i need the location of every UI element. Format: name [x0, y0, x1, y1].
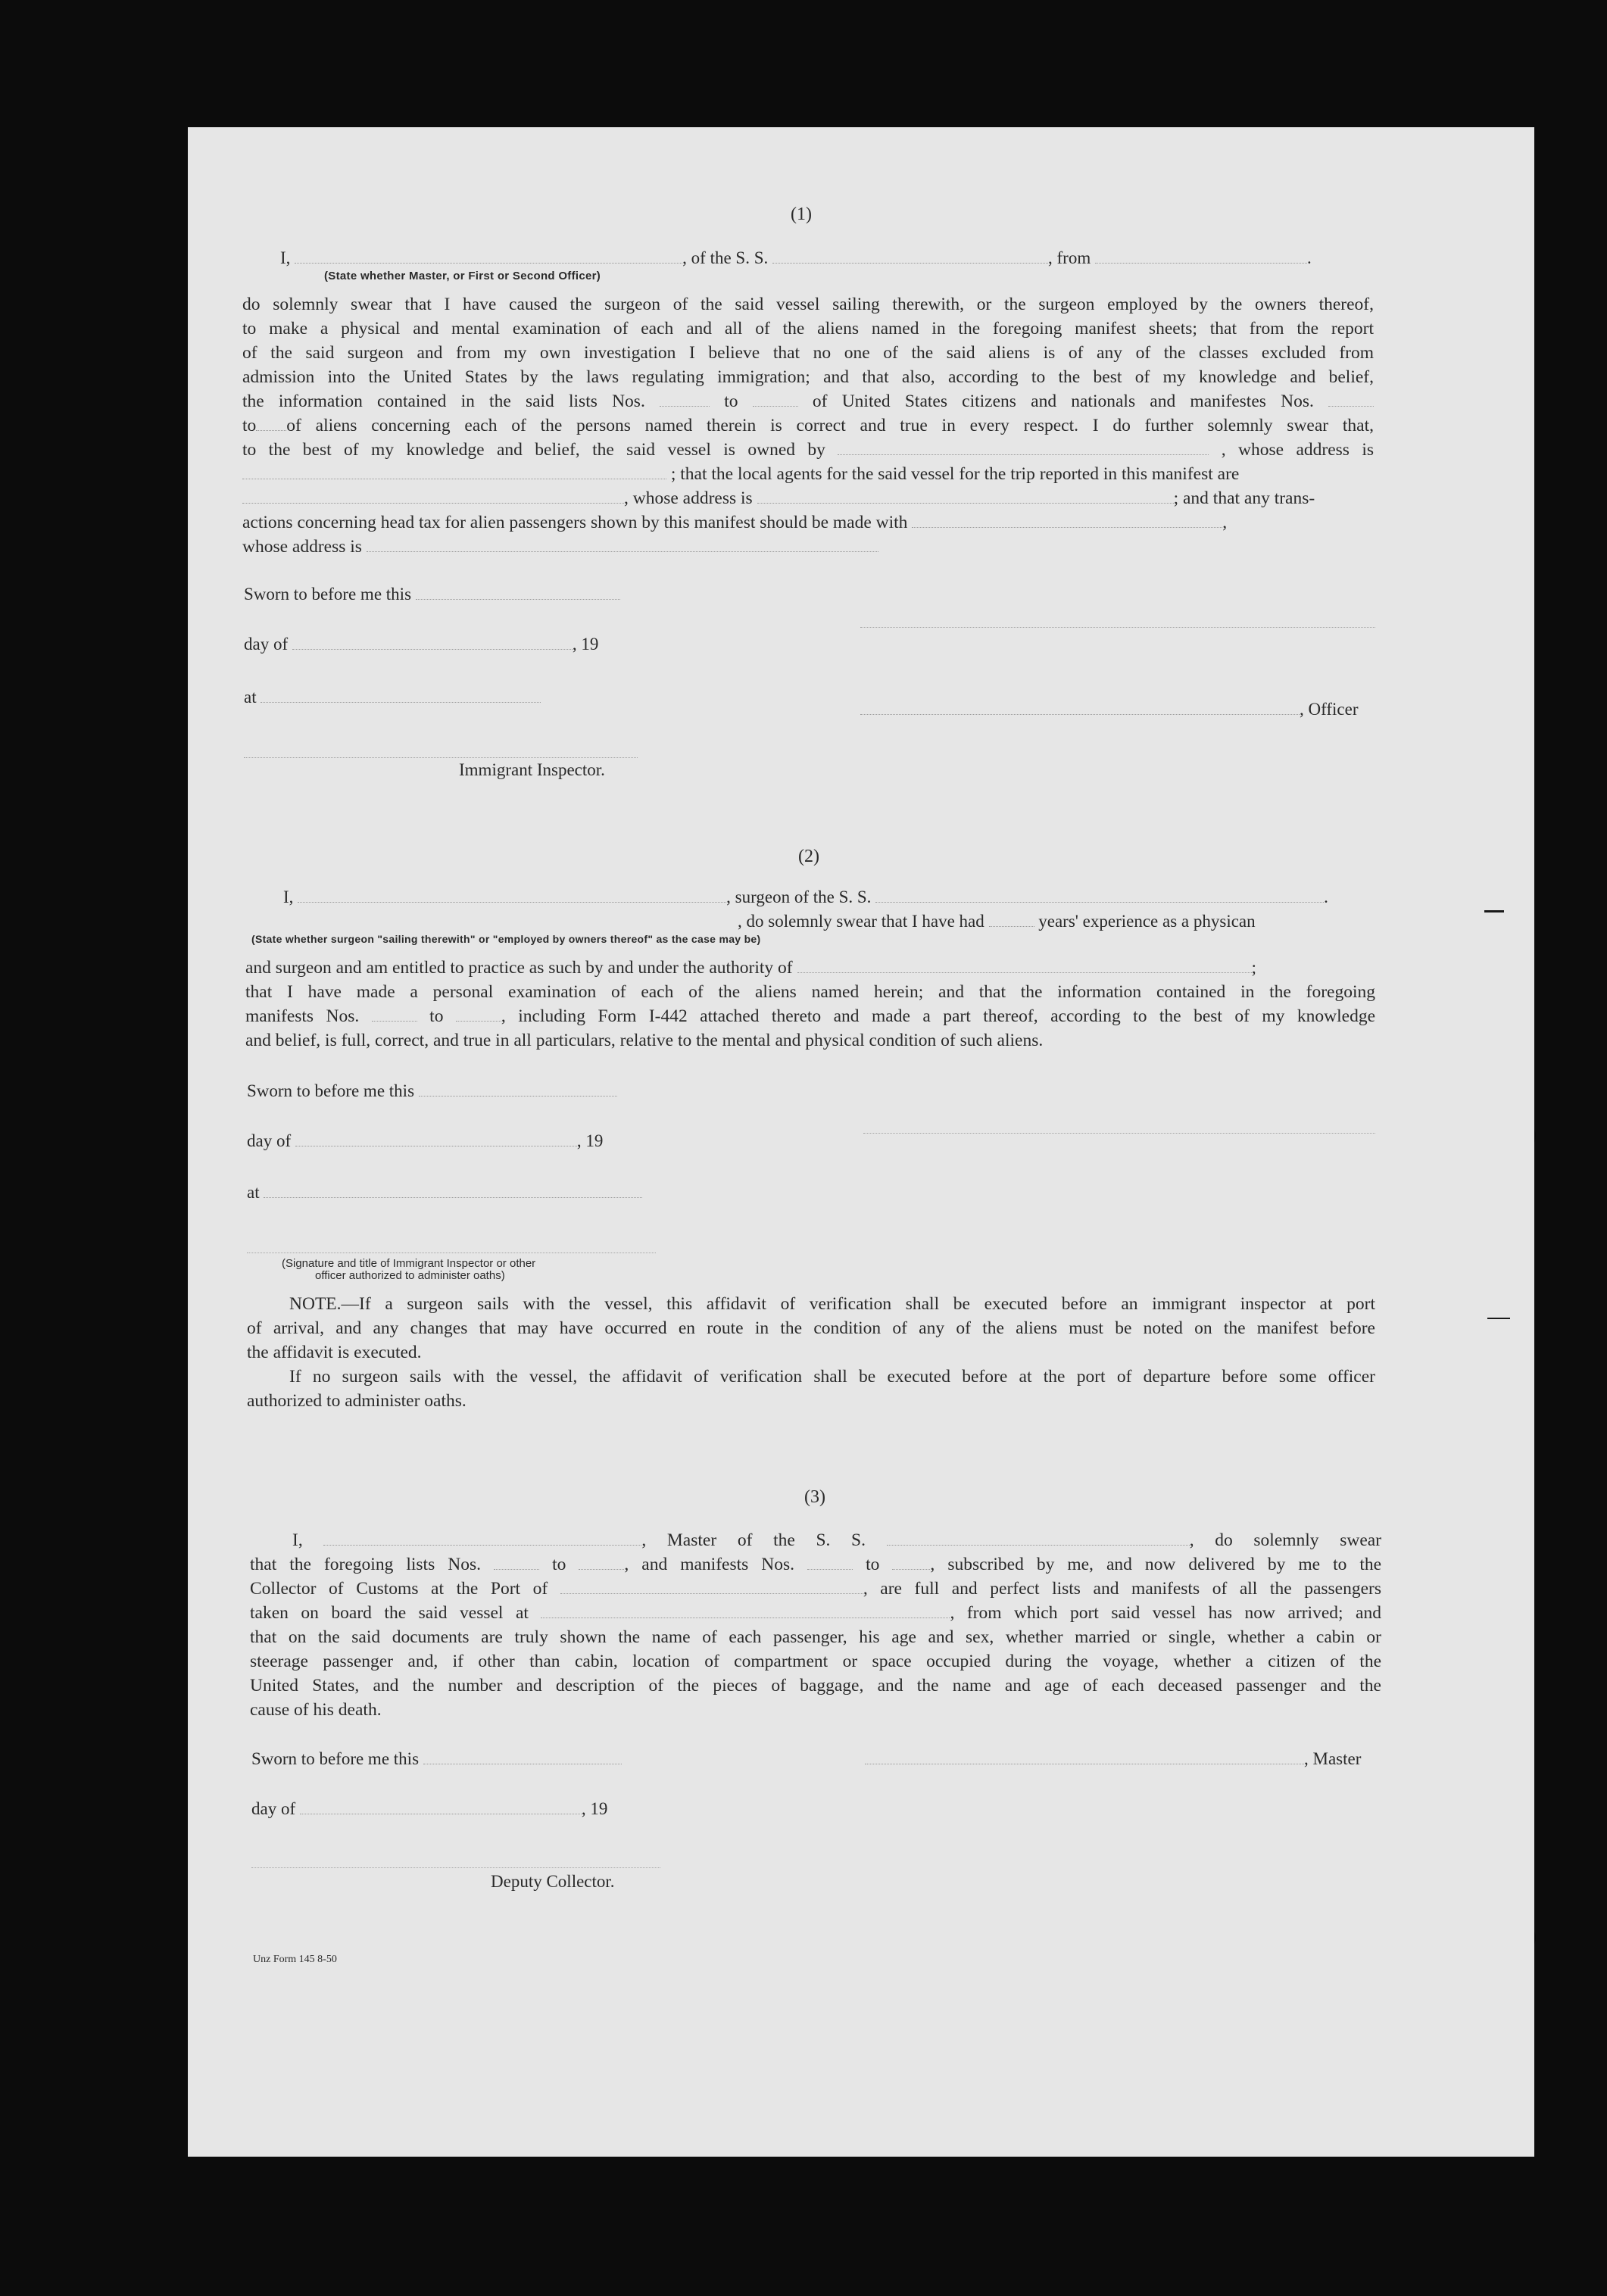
whose-address-label: , whose address is [624, 488, 753, 508]
lists-text: , are full and perfect lists and manifests of all the passengers [863, 1579, 1382, 1599]
section-1-at [244, 688, 541, 707]
deputy-collector-label: Deputy Collector. [491, 1872, 615, 1891]
body-line [242, 462, 1374, 486]
day-of-label: day of [251, 1799, 296, 1818]
master-of-ss-label: , Master of the S. S. [641, 1530, 866, 1550]
authority-text: and surgeon and am entitled to practice as such by and under the authority of [245, 958, 793, 978]
signature-line[interactable] [863, 1133, 1375, 1134]
manifests-nos-label: manifests Nos. [245, 1006, 360, 1026]
lists-nos-label: that the foregoing lists Nos. [250, 1555, 481, 1574]
pronoun-i: I, [280, 248, 291, 267]
subscribed-text: , subscribed by me, and now delivered by me to the [930, 1555, 1382, 1574]
manifests-from-field[interactable] [372, 1007, 417, 1022]
section-1-body [242, 292, 1374, 559]
to-label: to [724, 392, 738, 411]
transactions-text: ; and that any trans- [1173, 488, 1315, 508]
local-agents-text: ; that the local agents for the said vessel for the trip reported in this manifest are [670, 464, 1240, 484]
section-2-first-line [283, 888, 1328, 907]
section-2-second-line [738, 912, 1256, 931]
lists-from-field[interactable] [494, 1555, 539, 1570]
form-page [188, 127, 1534, 2157]
manifests-to-field[interactable] [256, 416, 286, 431]
pronoun-i: I, [292, 1530, 303, 1550]
section-1-caption: (State whether Master, or First or Second Officer) [324, 270, 601, 282]
master-label: , Master [1304, 1749, 1362, 1768]
section-2-at [247, 1183, 642, 1203]
sworn-label: Sworn to before me this [244, 585, 412, 604]
taken-on-board-label: taken on board the said vessel at [250, 1603, 529, 1623]
sworn-label: Sworn to before me this [247, 1081, 415, 1100]
section-1-day [244, 635, 598, 654]
sworn-field[interactable] [419, 1082, 617, 1097]
whose-address-label: whose address is [242, 537, 362, 557]
signature-caption-1: (Signature and title of Immigrant Inspector or other [282, 1257, 536, 1270]
day-field[interactable] [292, 635, 573, 650]
note-line: of arrival, and any changes that may have occurred en route in the condition of any of the aliens must be noted on the manifest before [247, 1318, 1375, 1338]
to-label: to [866, 1555, 880, 1574]
note-line: authorized to administer oaths. [247, 1391, 466, 1411]
section-2-number: (2) [798, 847, 819, 866]
body-line: United States, and the number and description of the pieces of baggage, and the name and age of each deceased passenger and the [250, 1676, 1381, 1695]
note-line: the affidavit is executed. [247, 1343, 422, 1362]
from-label: , from [1048, 248, 1091, 267]
section-2-day [247, 1131, 603, 1151]
section-1-number: (1) [791, 204, 812, 224]
lists-nos-label: the information contained in the said lists Nos. [242, 392, 645, 411]
section-2-body [245, 956, 1375, 1053]
form-text: , including Form I-442 attached thereto and made a part thereof, according to the best of my knowledge [501, 1006, 1375, 1026]
body-line: to make a physical and mental examination of each and all of the aliens named in the foregoing manifest sheets; that from the report [242, 319, 1374, 338]
day-field[interactable] [300, 1800, 582, 1814]
year-label: , 19 [576, 1131, 604, 1150]
to-label: to [552, 1555, 566, 1574]
body-line [250, 1552, 1381, 1577]
experience-text: years' experience as a physican [1038, 912, 1256, 931]
departure-port-field[interactable] [541, 1604, 950, 1618]
body-line [250, 1601, 1381, 1625]
master-signature-field[interactable] [865, 1750, 1304, 1764]
vessel-name-field[interactable] [875, 888, 1324, 903]
officer-signature-field[interactable] [860, 700, 1300, 715]
body-line [242, 438, 1374, 462]
body-line [242, 486, 1374, 510]
day-field[interactable] [295, 1132, 577, 1146]
sworn-field[interactable] [416, 585, 620, 600]
immigrant-inspector-label: Immigrant Inspector. [459, 760, 605, 779]
body-line [242, 413, 1374, 438]
section-3-sworn [251, 1749, 622, 1769]
owned-by-label: to the best of my knowledge and belief, the said vessel is owned by [242, 440, 825, 460]
to-label: to [429, 1006, 444, 1026]
collector-port-label: Collector of Customs at the Port of [250, 1579, 548, 1599]
section-2-note [247, 1292, 1375, 1413]
vessel-name-field[interactable] [887, 1531, 1190, 1546]
line-end: . [1324, 888, 1328, 906]
body-line [242, 389, 1374, 413]
section-3-body [250, 1528, 1381, 1722]
lists-to-field[interactable] [753, 392, 798, 407]
note-text: NOTE.—If a surgeon sails with the vessel, this affidavit of verification shall be executed before an immigrant inspector at port [289, 1294, 1375, 1314]
signature-line[interactable] [860, 627, 1375, 628]
arrived-text: , from which port said vessel has now arrived; and [950, 1603, 1381, 1623]
body-line: that on the said documents are truly shown the name of each passenger, his age and sex, whether married or single, whether a cabin or [250, 1627, 1381, 1647]
head-tax-text: actions concerning head tax for alien passengers shown by this manifest should be made with [242, 513, 908, 532]
pronoun-i: I, [283, 888, 294, 906]
scan-mark [1484, 910, 1504, 912]
manifests-to-field[interactable] [456, 1007, 501, 1022]
owner-address-field[interactable] [242, 465, 666, 479]
body-line: cause of his death. [250, 1700, 382, 1720]
collector-signature-line[interactable] [251, 1867, 660, 1868]
at-label: at [244, 688, 257, 707]
scan-mark [1487, 1318, 1510, 1319]
officer-name-field[interactable] [295, 249, 682, 264]
line-end: , [1222, 513, 1228, 532]
to-label: to [242, 416, 257, 435]
lists-to-field[interactable] [579, 1555, 624, 1570]
body-line [242, 535, 1374, 559]
note-text: If no surgeon sails with the vessel, the affidavit of verification shall be executed before at the port of departure before some officer [289, 1367, 1375, 1387]
body-line: steerage passenger and, if other than cabin, location of compartment or space occupied during the voyage, whether a citizen of the [250, 1652, 1381, 1671]
swear-text: , do solemnly swear [1189, 1530, 1382, 1550]
sworn-field[interactable] [423, 1750, 622, 1764]
section-3-master [865, 1749, 1361, 1769]
section-1-sworn [244, 585, 620, 604]
note-line [247, 1365, 1375, 1389]
vessel-name-field[interactable] [772, 249, 1048, 264]
of-the-ss-label: , of the S. S. [682, 248, 769, 267]
manifests-from-field[interactable] [1328, 392, 1374, 407]
year-label: , 19 [572, 635, 599, 654]
section-2-caption: (State whether surgeon "sailing therewith" or "employed by owners thereof" as the case may be) [251, 933, 761, 945]
body-line: and belief, is full, correct, and true in all particulars, relative to the mental and physical condition of such aliens. [245, 1031, 1044, 1050]
manifests-nos-label: , and manifests Nos. [624, 1555, 795, 1574]
manifests-nos-label: of United States citizens and nationals and manifestes Nos. [812, 392, 1314, 411]
section-1-first-line [280, 248, 1312, 268]
body-line: admission into the United States by the laws regulating immigration; and that also, according to the best of my knowledge and belief, [242, 367, 1374, 387]
master-name-field[interactable] [323, 1531, 641, 1546]
aliens-text: of aliens concerning each of the persons named therein is correct and true in every respect. I do further solemnly swear that, [286, 416, 1374, 435]
at-label: at [247, 1183, 260, 1202]
manifests-from-field[interactable] [807, 1555, 853, 1570]
body-line [245, 956, 1375, 980]
section-2-sworn [247, 1081, 617, 1101]
line-end: . [1306, 248, 1312, 267]
note-line [247, 1292, 1375, 1316]
body-line [242, 510, 1374, 535]
manifests-to-field[interactable] [892, 1555, 930, 1570]
body-line: of the said surgeon and from my own investigation I believe that no one of the said aliens is of any of the classes excluded from [242, 343, 1374, 363]
head-tax-party-field[interactable] [912, 513, 1222, 528]
from-port-field[interactable] [1095, 249, 1307, 264]
day-of-label: day of [247, 1131, 292, 1150]
years-field[interactable] [989, 912, 1034, 927]
section-3-number: (3) [804, 1487, 825, 1507]
signature-caption-2: officer authorized to administer oaths) [315, 1269, 505, 1282]
section-1-officer [860, 700, 1358, 719]
authority-field[interactable] [797, 959, 1252, 973]
body-line [250, 1528, 1381, 1552]
lists-from-field[interactable] [660, 392, 710, 407]
year-label: , 19 [581, 1799, 608, 1818]
body-line [250, 1577, 1381, 1601]
section-3-day [251, 1799, 607, 1819]
day-of-label: day of [244, 635, 289, 654]
port-field[interactable] [560, 1580, 863, 1594]
head-tax-address-field[interactable] [367, 538, 878, 552]
whose-address-label: , whose address is [1221, 440, 1374, 460]
line-end: ; [1251, 958, 1257, 978]
owner-field[interactable] [838, 441, 1209, 455]
at-field[interactable] [264, 1184, 642, 1198]
body-line: do solemnly swear that I have caused the surgeon of the said vessel sailing therewith, or the surgeon employed by the owners thereof, [242, 295, 1374, 314]
at-field[interactable] [261, 688, 541, 703]
body-line [245, 1004, 1375, 1028]
officer-label: , Officer [1300, 700, 1359, 719]
surgeon-name-field[interactable] [298, 888, 726, 903]
swear-text: , do solemnly swear that I have had [738, 912, 984, 931]
sworn-label: Sworn to before me this [251, 1749, 420, 1768]
surgeon-of-ss-label: , surgeon of the S. S. [726, 888, 872, 906]
form-number: Unz Form 145 8-50 [253, 1954, 337, 1965]
local-agents-field[interactable] [242, 489, 624, 504]
agents-address-field[interactable] [757, 489, 1174, 504]
inspector-signature-line[interactable] [244, 757, 638, 758]
body-line: that I have made a personal examination of each of the aliens named herein; and that the information contained in the foregoing [245, 982, 1375, 1002]
